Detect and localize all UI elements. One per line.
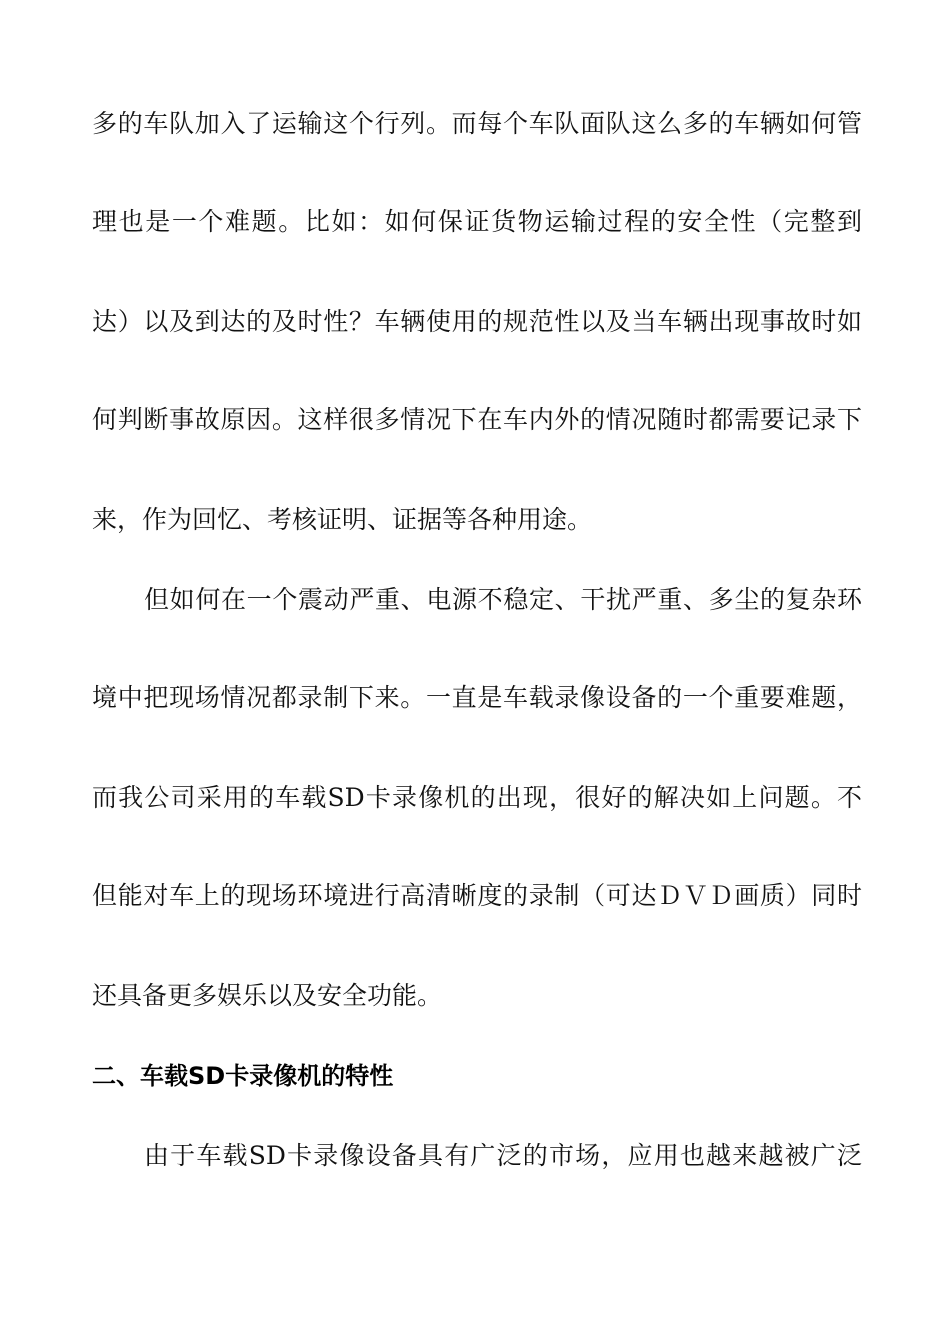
section-heading: 二、车载SD卡录像机的特性 — [92, 1062, 394, 1090]
paragraph-1-line-2: 理也是一个难题。比如：如何保证货物运输过程的安全性（完整到 — [92, 207, 862, 236]
section-2-line-1: 由于车载SD卡录像设备具有广泛的市场，应用也越来越被广泛 — [144, 1141, 862, 1170]
paragraph-2-line-2: 境中把现场情况都录制下来。一直是车载录像设备的一个重要难题， — [92, 683, 862, 712]
paragraph-2-line-5: 还具备更多娱乐以及安全功能。 — [92, 981, 443, 1010]
paragraph-1-line-5: 来，作为回忆、考核证明、证据等各种用途。 — [92, 505, 593, 534]
paragraph-1-line-3: 达）以及到达的及时性？车辆使用的规范性以及当车辆出现事故时如 — [92, 307, 862, 336]
paragraph-1-line-4: 何判断事故原因。这样很多情况下在车内外的情况随时都需要记录下 — [92, 405, 862, 434]
paragraph-2-line-4: 但能对车上的现场环境进行高清晰度的录制（可达ＤＶＤ画质）同时 — [92, 881, 862, 910]
paragraph-2-line-3: 而我公司采用的车载SD卡录像机的出现，很好的解决如上问题。不 — [92, 783, 862, 812]
paragraph-1-line-1: 多的车队加入了运输这个行列。而每个车队面队这么多的车辆如何管 — [92, 109, 862, 138]
paragraph-2-line-1: 但如何在一个震动严重、电源不稳定、干扰严重、多尘的复杂环 — [144, 585, 862, 614]
